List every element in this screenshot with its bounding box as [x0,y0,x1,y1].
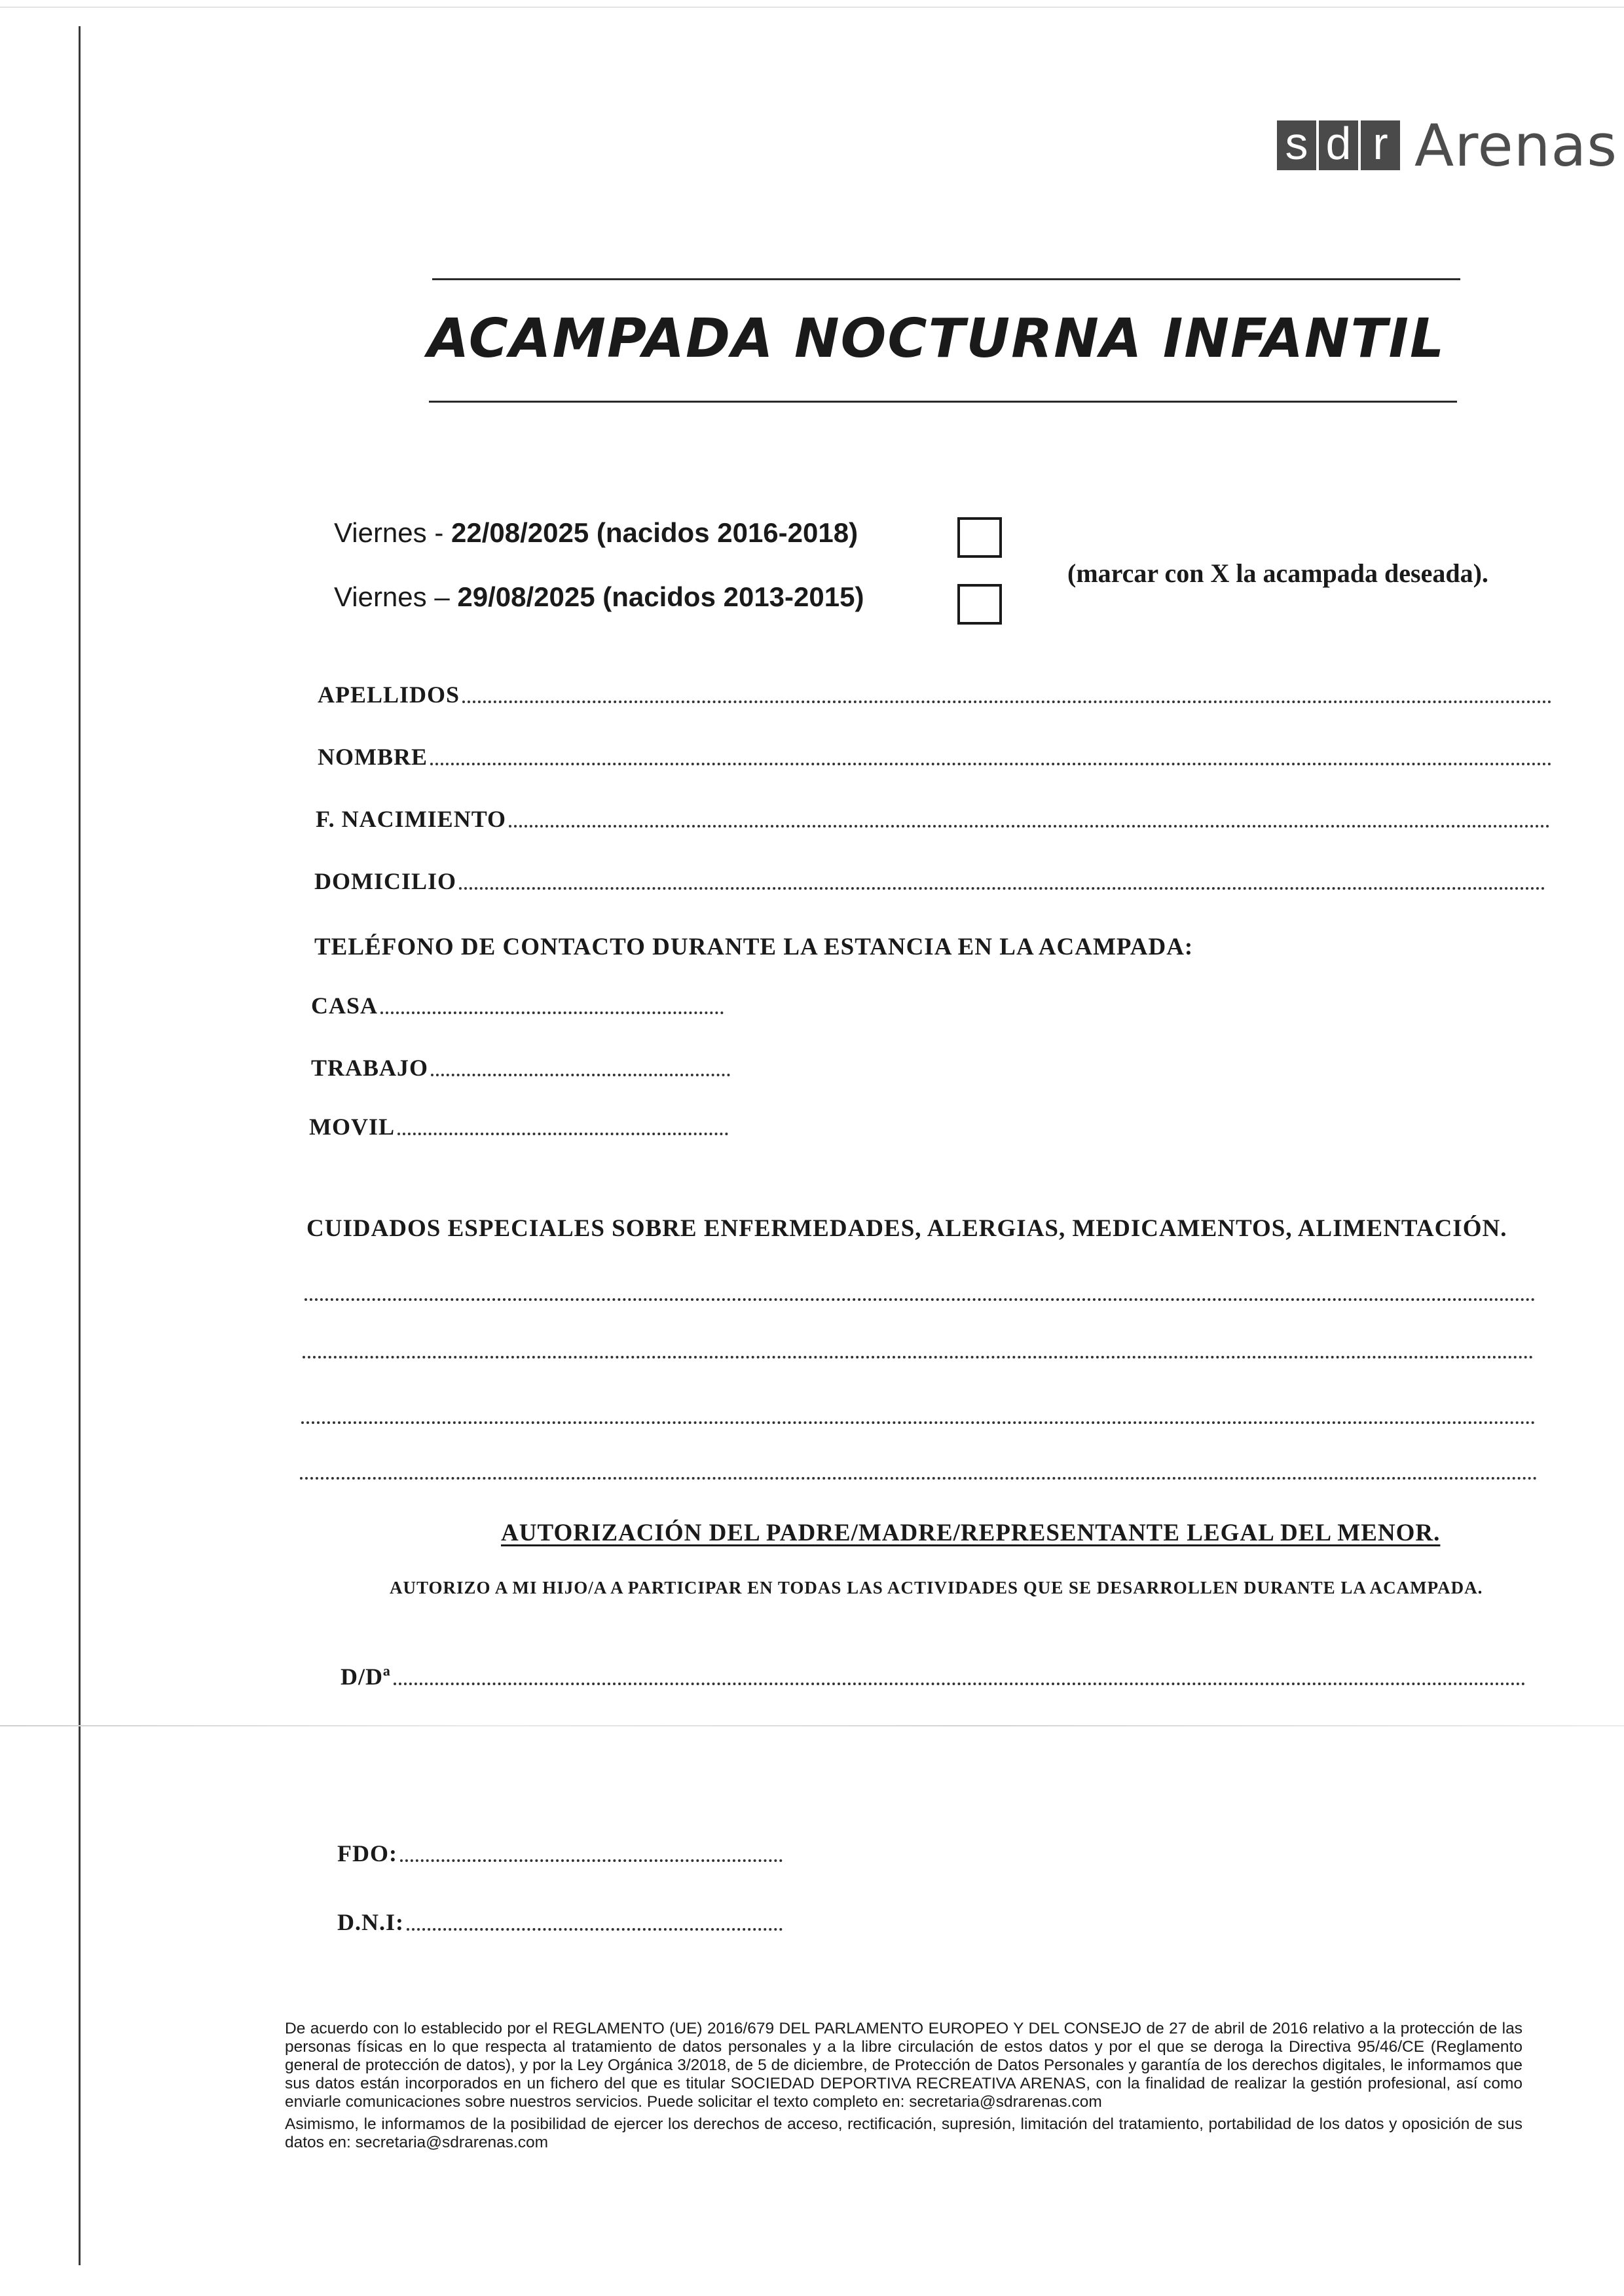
movil-label: MOVIL [309,1114,395,1140]
domicilio-field[interactable] [314,867,1545,895]
page-title: ACAMPADA NOCTURNA INFANTIL [427,308,1446,370]
authorization-text: AUTORIZO A MI HIJO/A A PARTICIPAR EN TODAS LAS ACTIVIDADES QUE SE DESARROLLEN DURANTE LA ACAMPADA. [390,1578,1483,1597]
casa-line[interactable] [380,1011,724,1014]
casa-field[interactable] [311,992,724,1019]
title-rule-top [432,278,1460,280]
care-line[interactable] [303,1355,1534,1358]
dni-label: D.N.I: [337,1909,404,1935]
logo-letter: s [1277,120,1316,170]
nacimiento-label: F. NACIMIENTO [316,806,507,832]
movil-field[interactable] [309,1113,728,1140]
casa-label: CASA [311,993,378,1019]
camp-detail: 29/08/2025 (nacidos 2013-2015) [457,581,864,612]
care-line[interactable] [300,1476,1538,1480]
logo-letter: r [1361,120,1400,170]
camp-day: Viernes [334,517,427,548]
apellidos-line[interactable] [462,700,1552,703]
nacimiento-line[interactable] [509,824,1550,828]
logo-letter: d [1319,120,1358,170]
care-heading: CUIDADOS ESPECIALES SOBRE ENFERMEDADES, ALERGIAS, MEDICAMENTOS, ALIMENTACIÓN. [306,1215,1507,1242]
legal-paragraph: De acuerdo con lo establecido por el REGLAMENTO (UE) 2016/679 DEL PARLAMENTO EUROPEO Y DEL CONSEJO de 27 de abril de 2016 relativo a la protección de las personas físicas en lo que respecta al tratamiento de datos personales y a la libre circulación de estos datos y por el que se deroga la Directiva 95/46/CE (Reglamento general de protección de datos), y por la Ley Orgánica 3/2018, de 5 de diciembre, de Protección de Datos Personales y garantía de los derechos digitales, le informamos que sus datos están incorporados en un fichero del que es titular SOCIEDAD DEPORTIVA RECREATIVA ARENAS, con la finalidad de realizar la gestión profesional, así como enviarle comunicaciones sobre nuestros servicios. Puede solicitar el texto completo en: secretaria@sdrarenas.com [285,2020,1522,2111]
dni-field[interactable] [337,1908,783,1936]
camp-2-checkbox[interactable] [957,584,1002,625]
fdo-label: FDO: [337,1840,397,1867]
domicilio-line[interactable] [459,886,1545,890]
logo-text: Arenas [1414,111,1618,179]
apellidos-label: APELLIDOS [318,682,460,708]
authorization-title: AUTORIZACIÓN DEL PADRE/MADRE/REPRESENTANTE LEGAL DEL MENOR. [501,1520,1441,1546]
nombre-line[interactable] [430,762,1552,765]
nombre-field[interactable] [318,743,1552,771]
dd-label: D/Dª [341,1664,391,1690]
movil-line[interactable] [397,1132,728,1135]
scan-fold-line [0,1725,1624,1726]
trabajo-label: TRABAJO [311,1055,429,1081]
camp-selection-note: (marcar con X la acampada deseada). [1067,558,1488,588]
camp-day: Viernes [334,581,427,612]
camp-option-2 [334,581,864,613]
trabajo-field[interactable] [311,1054,730,1082]
nombre-label: NOMBRE [318,744,428,770]
dd-line[interactable] [394,1682,1526,1685]
camp-option-1 [334,517,858,549]
care-line[interactable] [301,1421,1536,1424]
sdr-arenas-logo [1277,113,1617,178]
camp-1-checkbox[interactable] [957,517,1002,558]
legal-paragraph: Asimismo, le informamos de la posibilidad de ejercer los derechos de acceso, rectificación, supresión, limitación del tratamiento, portabilidad de los datos y oposición de sus datos en: secretaria@sdrarenas.com [285,2115,1522,2151]
nacimiento-field[interactable] [316,805,1550,833]
dd-field[interactable] [341,1663,1526,1690]
legal-notice [285,2020,1522,2152]
phone-heading: TELÉFONO DE CONTACTO DURANTE LA ESTANCIA EN LA ACAMPADA: [314,934,1194,960]
title-rule-bottom [429,401,1457,403]
apellidos-field[interactable] [318,681,1552,708]
camp-separator: – [426,581,458,612]
camp-separator: - [426,517,451,548]
logo-mark [1277,120,1403,170]
scan-edge-left [79,26,81,2265]
fdo-field[interactable] [337,1840,783,1867]
dni-line[interactable] [407,1927,783,1931]
care-line[interactable] [304,1298,1536,1301]
camp-detail: 22/08/2025 (nacidos 2016-2018) [451,517,858,548]
trabajo-line[interactable] [431,1073,730,1076]
domicilio-label: DOMICILIO [314,868,457,894]
fdo-line[interactable] [400,1859,783,1862]
scan-edge-top [0,7,1624,8]
